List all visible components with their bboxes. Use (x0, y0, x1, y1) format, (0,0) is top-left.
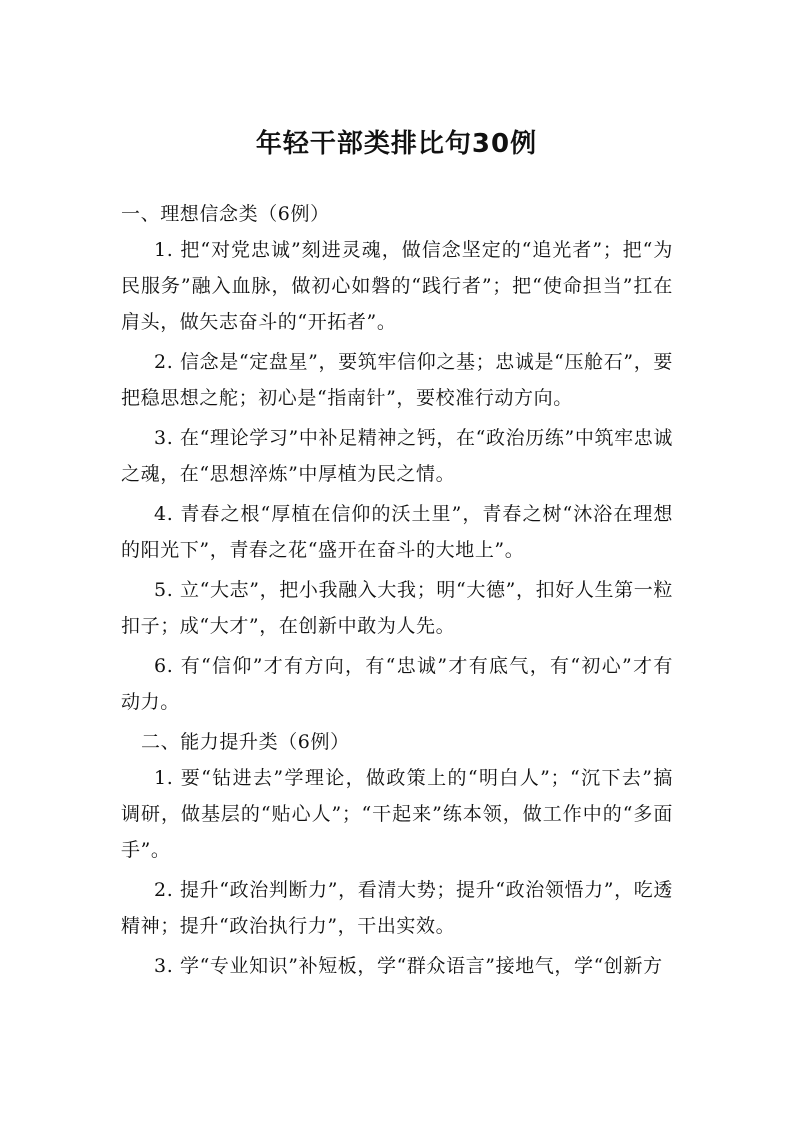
paragraph: 4. 青春之根“厚植在信仰的沃土里”，青春之树“沐浴在理想的阳光下”，青春之花“盛开在奋斗的大地上”。 (121, 503, 673, 561)
section-ideals (121, 196, 673, 720)
section-heading: 二、能力提升类（6例） (141, 731, 350, 753)
paragraph: 3. 学“专业知识”补短板，学“群众语言”接地气，学“创新方 (154, 955, 663, 977)
paragraph: 2. 提升“政治判断力”，看清大势；提升“政治领悟力”，吃透精神；提升“政治执行力”，干出实效。 (121, 879, 673, 937)
document-title: 年轻干部类排比句30例 (255, 129, 538, 159)
paragraph: 1. 把“对党忠诚”刻进灵魂，做信念坚定的“追光者”；把“为民服务”融入血脉，做初心如磐的“践行者”；把“使命担当”扛在肩头，做矢志奋斗的“开拓者”。 (121, 239, 673, 333)
paragraph: 3. 在“理论学习”中补足精神之钙，在“政治历练”中筑牢忠诚之魂，在“思想淬炼”中厚植为民之情。 (121, 427, 673, 485)
section-abilities (121, 724, 673, 984)
paragraph: 5. 立“大志”，把小我融入大我；明“大德”，扣好人生第一粒扣子；成“大才”，在创新中敢为人先。 (121, 579, 673, 637)
section-heading: 一、理想信念类（6例） (121, 203, 330, 225)
document-body (121, 196, 673, 988)
paragraph: 6. 有“信仰”才有方向，有“忠诚”才有底气，有“初心”才有动力。 (121, 655, 673, 713)
paragraph: 1. 要“钻进去”学理论，做政策上的“明白人”；“沉下去”搞调研，做基层的“贴心人”；“干起来”练本领，做工作中的“多面手”。 (121, 767, 673, 861)
paragraph: 2. 信念是“定盘星”，要筑牢信仰之基；忠诚是“压舱石”，要把稳思想之舵；初心是“指南针”，要校准行动方向。 (121, 351, 673, 409)
